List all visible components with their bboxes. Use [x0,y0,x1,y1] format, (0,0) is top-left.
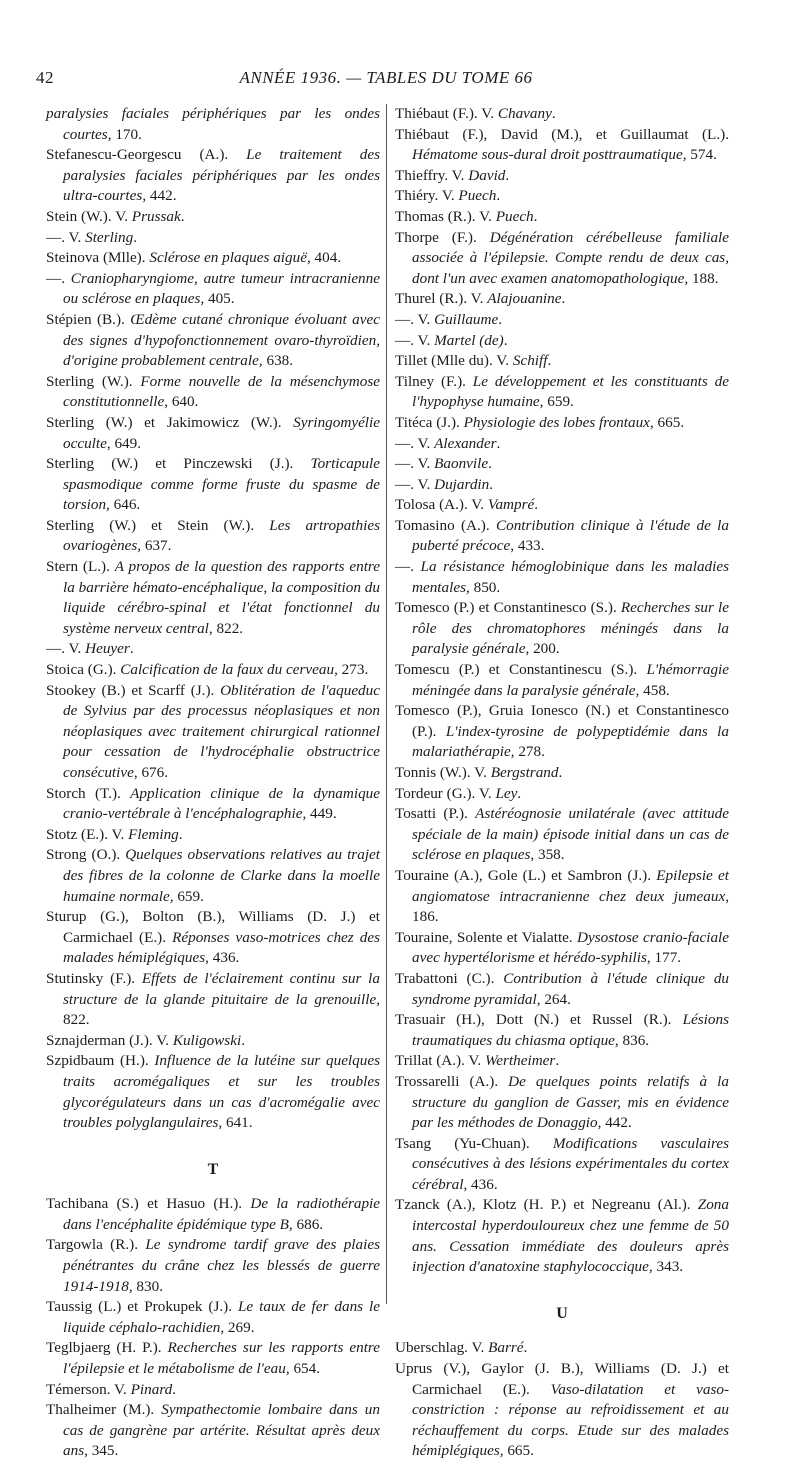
index-entry [395,475,729,496]
index-entry [395,331,729,352]
entry-title: Wertheimer [485,1052,556,1070]
left-column-t-entries [46,1194,380,1462]
right-column-u-entries [395,1338,729,1462]
entry-page: . [534,496,539,514]
entry-title: A propos de la question des rapports entre la barrière hémato-encéphalique, la composition du liquide cérébro-spinal et l'état fonctionnel du système nerveux central [63,558,380,637]
entry-page: , 433. [510,537,545,555]
index-entry [46,681,380,784]
entry-page: . [558,764,563,781]
entry-page: , 686. [288,1215,324,1233]
entry-title: Alajouanine [487,290,562,308]
entry-author: Stutinsky (F.). [46,969,142,987]
entry-author: Tachibana (S.) et Hasuo (H.). [46,1195,251,1213]
entry-author: Thorpe (F.). [395,228,490,246]
index-entry [46,1194,380,1235]
entry-title: Les artropathies ovariogènes [63,516,380,555]
index-entry [46,825,380,846]
entry-page: . [488,455,492,473]
entry-title: Heuyer [85,640,130,658]
entry-page: , 186. [412,887,729,926]
index-entry [395,1195,729,1277]
entry-author: —. [46,269,71,287]
entry-author: Teglbjaerg (H. P.). [46,1339,168,1357]
entry-author: Touraine (A.), Gole (L.) et Sambron (J.). [395,866,657,884]
entry-title: De quelques points relatifs à la structure du ganglion de Gasser, mis en évidence par les méthodes de Donaggio [412,1072,729,1132]
entry-author: Sterling (W.). [46,372,141,390]
entry-author: Stefanescu-Georgescu (A.). [46,146,247,164]
entry-page: , 358. [530,846,565,864]
entry-title: La résistance hémoglobinique dans les maladies mentales [412,558,730,596]
entry-author: Stein (W.). V. [46,207,132,225]
index-entry [46,1380,380,1401]
entry-page: , 638. [258,352,294,370]
index-entry [395,1338,729,1359]
entry-page: , 436. [205,949,240,967]
index-entry [395,454,729,475]
entry-author: —. V. [395,310,435,328]
entry-author: Tolosa (A.). V. [395,496,488,514]
left-column-entries [46,104,380,1134]
entry-author: Stern (L.). [46,558,115,576]
entry-page: . [180,207,185,225]
entry-page: . [555,1052,560,1070]
entry-title: De la radiothérapie dans l'encéphalite épidémique type B [63,1195,380,1233]
index-entry [46,372,380,413]
entry-title: Sympathectomie lombaire dans un cas de gangrène par artérite. Résultat après deux ans [63,1401,380,1460]
entry-author: Thomas (R.). V. [395,207,496,225]
entry-title: Epilepsie et angiomatose intracranienne chez deux jumeaux [412,866,729,905]
entry-title: Lésions traumatiques du chiasma optique [412,1011,729,1049]
entry-title: Astéréognosie unilatérale (avec attitude spéciale de la main) épisode initial dans un cas de sclérose en plaques [412,805,729,864]
entry-page: , 436. [463,1175,498,1193]
entry-title: Puech [458,187,497,205]
index-entry [395,351,729,372]
entry-page: , 659. [539,393,574,411]
entry-title: Recherches sur les rapports entre l'épilepsie et le métabolisme de l'eau [63,1339,380,1378]
index-entry [395,804,729,866]
entry-page: . [172,1380,177,1398]
index-entry [395,413,729,434]
index-entry [46,248,380,269]
entry-page: . [489,475,494,493]
entry-title: Dégénération cérébelleuse familiale associée à l'épilepsie. Compte rendu de deux cas, dont l'un avec examen anatomopathologique [412,228,729,287]
right-column [395,104,729,1462]
entry-title: Kuligowski [172,1031,242,1049]
index-entry [46,1235,380,1297]
entry-page: , 574. [682,146,717,164]
entry-author: Tillet (Mlle du). V. [395,352,513,370]
entry-author: Storch (T.). [46,784,131,802]
entry-title: Fleming [128,825,179,843]
entry-author: Thiéry. V. [395,187,459,205]
entry-title: Martel (de) [434,331,504,349]
entry-title: Sclérose en plaques aiguë [149,249,307,267]
entry-page: , 449. [302,805,337,823]
entry-author: Stoica (G.). [46,661,121,679]
index-entry [395,104,729,125]
entry-page: . [551,105,556,122]
entry-title: Influence de la lutéine sur quelques traits acromégaliques et sur les troubles glycorégulateurs dans un cas d'acromégalie avec troubles polyglangulaires [63,1052,380,1132]
entry-author: Sterling (W.) et Pinczewski (J.). [46,455,311,473]
entry-page: , 659. [169,887,204,905]
entry-author: Thiébaut (F.). V. [395,105,498,122]
entry-author: Tzanck (A.), Klotz (H. P.) et Negreanu (Al.). [395,1196,698,1214]
entry-author: Touraine, Solente et Vialatte. [395,928,578,946]
entry-title: Pinard [130,1380,173,1398]
index-entry [46,969,380,1031]
entry-page: . [133,228,137,246]
entry-page: , 269. [220,1318,255,1336]
entry-title: Contribution clinique à l'étude de la puberté précoce [412,516,729,555]
index-entry [46,516,380,557]
index-entry [46,784,380,825]
entry-title: Dujardin [434,475,490,493]
entry-title: Application clinique de la dynamique cranio-vertébrale à l'encéphalographie [63,784,381,823]
column-rule [386,104,387,1304]
entry-title: Chavany [497,105,552,122]
index-entry [395,701,729,763]
entry-author: Thieffry. V. [395,166,469,184]
entry-page: , 836. [614,1031,650,1049]
entry-title: Puech [495,207,534,225]
entry-title: Calcification de la faux du cerveau [120,661,335,679]
entry-page: , 646. [106,496,141,514]
index-entry [395,969,729,1010]
entry-author: —. V. [395,455,435,473]
entry-title: Effets de l'éclairement continu sur la structure de la glande pituitaire de la grenouille [63,969,380,1008]
entry-author: Stépien (B.). [46,310,131,328]
entry-author: —. V. [46,228,86,246]
entry-author: Stookey (B.) et Scarff (J.). [46,681,221,699]
entry-title: Prussak [131,207,181,225]
entry-page: , 640. [164,393,199,411]
entry-title: Quelques observations relatives au trajet des fibres de la colonne de Clarke dans la moelle humaine normale [63,846,380,905]
entry-title: Dysostose cranio-faciale avec hypertélorisme et hérédo-syphilis [412,928,729,967]
entry-page: . [496,187,501,205]
entry-page: , 442. [597,1114,632,1132]
entry-page: , 200. [525,640,560,658]
entry-title: Alexander [434,434,497,452]
index-entry [46,413,380,454]
entry-page: , 278. [510,743,545,761]
entry-page: . [178,825,183,843]
index-entry [395,557,729,598]
entry-author: Stotz (E.). V. [46,825,129,843]
running-header [36,68,736,94]
entry-title: David [468,166,506,184]
entry-page: , 442. [142,187,177,205]
entry-page: , 177. [646,949,682,967]
entry-page: , 822. [63,990,380,1029]
entry-author: Tosatti (P.). [395,805,476,823]
index-entry [395,372,729,413]
index-entry [46,557,380,639]
entry-page: . [498,310,503,328]
index-entry [395,495,729,516]
index-entry [395,928,729,969]
entry-title: Réponses vaso-motrices chez des malades hémiplégiques [63,928,381,967]
entry-title: Modifications vasculaires consécutives à des lésions expérimentales du cortex cérébral [412,1134,729,1193]
index-entry [395,207,729,228]
entry-author: Szpidbaum (H.). [46,1052,155,1070]
index-entry [395,516,729,557]
entry-page: , 345. [84,1442,119,1460]
index-entry [395,186,729,207]
entry-page: , 170. [107,125,142,143]
entry-title: Le développement et les constituants de l'hypophyse humaine [412,372,729,411]
entry-author: Uprus (V.), Gaylor (J. B.), Williams (D. J.) et Carmichael (E.). [395,1360,729,1398]
index-entry [46,1400,380,1462]
entry-page: . [561,290,566,308]
entry-title: Vaso-dilatation et vaso-constriction : réponse au refroidissement et au réchauffement du corps. Etude sur des malades hémiplégiques [412,1380,729,1460]
entry-page: , 637. [137,537,172,555]
entry-page: , 676. [133,764,169,781]
entry-page: . [517,784,522,802]
index-entry [395,598,729,660]
index-entry [46,1031,380,1052]
index-entry [395,763,729,784]
index-entry [395,289,729,310]
entry-page: , 343. [648,1258,684,1276]
index-entry [46,907,380,969]
entry-author: —. V. [395,331,435,349]
entry-page: , 649. [106,434,142,452]
entry-author: Tomescu (P.) et Constantinescu (S.). [395,661,647,679]
entry-page: . [241,1031,245,1049]
index-entry [46,207,380,228]
entry-title: Schiff [512,352,548,370]
index-entry [395,866,729,928]
entry-author: Titéca (J.). [395,413,464,431]
entry-title: Sterling [85,228,134,246]
entry-page: , 830. [128,1277,163,1295]
entry-author: —. [395,558,421,576]
entry-page: , 273. [334,661,369,679]
entry-page: , 404. [306,249,342,267]
index-entry [46,845,380,907]
entry-author: Thurel (R.). V. [395,290,488,308]
entry-author: Steinova (Mlle). [46,249,150,267]
entry-title: L'hémorragie méningée dans la paralysie générale [412,661,729,699]
index-entry [46,454,380,516]
entry-title: Baonvile [434,455,489,473]
entry-author: Tordeur (G.). V. [395,784,496,802]
entry-title: Bergstrand [490,764,559,781]
index-entry [46,310,380,372]
entry-title: Craniopharyngiome, autre tumeur intracranienne ou sclérose en plaques [63,269,380,308]
index-entry [395,434,729,455]
entry-author: Sznajderman (J.). V. [46,1031,173,1049]
entry-page: , 665. [499,1442,534,1460]
entry-title: Le taux de fer dans le liquide céphalo-rachidien [63,1298,380,1336]
entry-page: , 641. [218,1114,253,1132]
entry-title: Œdème cutané chronique évoluant avec des signes d'hypofonctionnement ovaro-thyroïdien, d'origine probablement centrale [63,310,380,370]
index-entry [395,1359,729,1462]
index-entry [46,104,380,145]
index-entry [395,228,729,290]
entry-page: , 850. [466,578,501,596]
entry-author: Trasuair (H.), Dott (N.) et Russel (R.). [395,1011,683,1029]
entry-title: L'index-tyrosine de polypeptidémie dans la malariathérapie [412,722,729,761]
entry-page: . [496,434,501,452]
entry-author: —. V. [395,434,435,452]
index-entry [46,228,380,249]
index-entry [46,639,380,660]
entry-page: , 458. [635,681,670,699]
entry-title: Contribution à l'étude clinique du syndrome pyramidal [412,969,730,1008]
index-entry [395,784,729,805]
page-title: ANNÉE 1936. — TABLES DU TOME 66 [239,68,533,87]
index-entry [46,269,380,310]
index-entry [395,1134,729,1196]
index-entry [395,1051,729,1072]
entry-page: . [533,207,538,225]
right-column-entries [395,104,729,1278]
entry-title: Recherches sur le rôle des chromatophores méningés dans la paralysie générale [412,599,729,658]
entry-author: Trabattoni (C.). [395,969,504,987]
entry-author: Sterling (W.) et Stein (W.). [46,516,270,534]
entry-author: —. V. [46,640,86,658]
entry-title: Ley [495,784,518,802]
index-entry [46,1051,380,1133]
entry-title: Hématome sous-dural droit posttraumatique [412,146,683,164]
entry-author: Tonnis (W.). V. [395,764,491,781]
entry-page: . [129,640,134,658]
section-heading-u: U [556,1304,568,1322]
entry-page: . [503,331,508,349]
entry-author: Témerson. V. [46,1380,131,1398]
entry-author: Thalheimer (M.). [46,1401,162,1419]
section-heading-t: T [207,1160,219,1178]
entry-title: Torticapule spasmodique comme forme fruste du spasme de torsion [63,455,380,514]
entry-title: paralysies faciales périphériques par les ondes courtes [46,105,380,143]
index-entry [395,310,729,331]
index-entry [395,125,729,166]
entry-page: , 665. [649,413,685,431]
entry-author: Thiébaut (F.), David (M.), et Guillaumat (L.). [395,125,729,143]
entry-author: Taussig (L.) et Prokupek (J.). [46,1298,238,1316]
left-column [46,104,380,1462]
index-entry [395,166,729,187]
entry-page: , 264. [536,990,571,1008]
entry-title: Physiologie des lobes frontaux [463,413,650,431]
entry-page: , 822. [208,619,244,637]
index-entry [46,145,380,207]
entry-author: Trillat (A.). V. [395,1052,486,1070]
entry-title: Le syndrome tardif grave des plaies pénétrantes du crâne chez les blessés de guerre 1914-1918 [63,1236,380,1295]
entry-title: Guillaume [434,310,499,328]
entry-page: . [505,166,510,184]
index-entry [46,660,380,681]
entry-title: Syringomyélie occulte [63,413,380,452]
index-entry [395,1010,729,1051]
page-number: 42 [36,68,54,87]
entry-author: Tilney (F.). [395,372,473,390]
entry-author: Sterling (W.) et Jakimowicz (W.). [46,413,294,431]
index-entry [395,660,729,701]
entry-page: . [523,1339,528,1357]
entry-title: Barré [488,1339,524,1357]
entry-author: Targowla (R.). [46,1236,146,1254]
entry-author: Trossarelli (A.). [395,1072,509,1090]
entry-page: , 188. [684,269,719,287]
entry-page: , 654. [285,1360,321,1378]
entry-title: Le traitement des paralysies faciales périphériques par les ondes ultra-courtes [63,146,381,205]
index-entry [395,1072,729,1134]
entry-title: Oblitération de l'aqueduc de Sylvius par des processus néoplasiques et non néoplasiques avec traitement chirurgical rationnel pour cessation de l'hydrocéphalie obstructrice consécutive [63,681,380,781]
entry-author: Tsang (Yu-Chuan). [395,1134,553,1152]
entry-author: —. V. [395,475,435,493]
entry-author: Uberschlag. V. [395,1339,489,1357]
entry-author: Strong (O.). [46,846,126,864]
entry-author: Sturup (G.), Bolton (B.), Williams (D. J.) et Carmichael (E.). [46,908,380,946]
entry-author: Tomesco (P.) et Constantinesco (S.). [395,599,621,617]
index-entry [46,1338,380,1379]
entry-title: Forme nouvelle de la mésenchymose constitutionnelle [63,372,380,411]
entry-title: Vampré [487,496,535,514]
entry-author: Tomesco (P.), Gruia Ionesco (N.) et Constantinesco (P.). [395,702,729,740]
entry-page: , 405. [200,290,235,308]
index-entry [46,1297,380,1338]
entry-author: Tomasino (A.). [395,516,496,534]
entry-title: Zona intercostal hyperdouloureux chez une femme de 50 ans. Cessation immédiate des douleurs après injection d'anatoxine staphylococcique [412,1196,729,1276]
entry-page: . [547,352,552,370]
